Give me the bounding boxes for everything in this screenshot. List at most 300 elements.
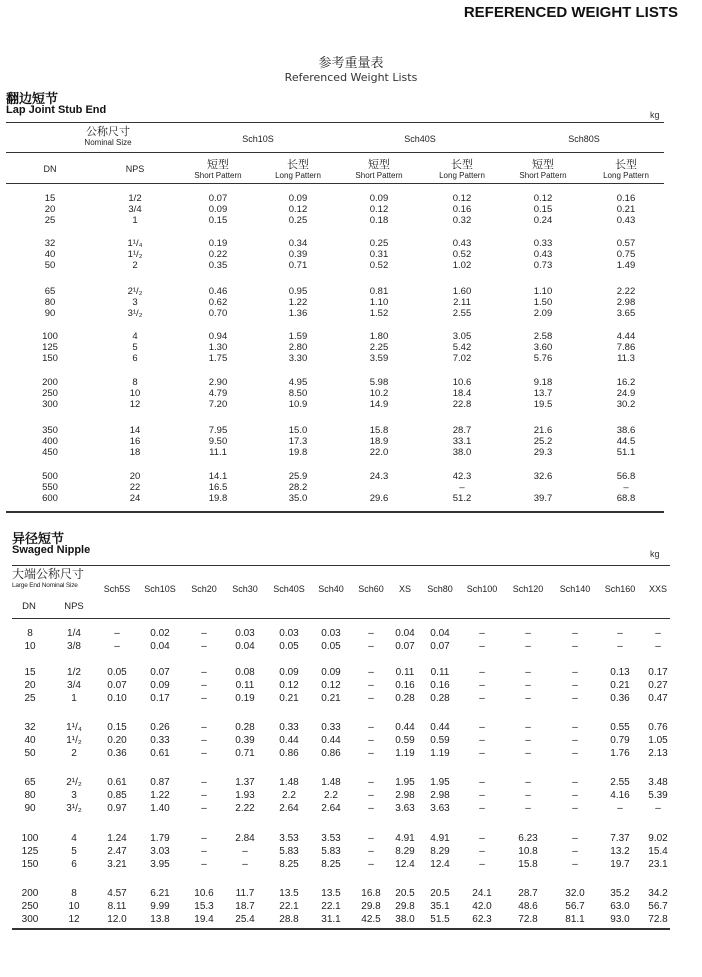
swaged-table-cell: 19.7: [610, 859, 630, 870]
lap-long-pattern-header: [417, 158, 507, 181]
lap-table-cell: 1.80: [369, 331, 389, 342]
swaged-table-cell: 1.19: [395, 748, 415, 759]
swaged-table-cell: 0.55: [610, 722, 630, 733]
short-pattern-en: Short Pattern: [194, 171, 242, 180]
swaged-table-cell: 42.0: [472, 901, 492, 912]
lap-table-cell: 1/2: [128, 193, 142, 204]
lap-table-cell: 10.6: [452, 377, 472, 388]
lap-table-cell: 1¹/₂: [127, 249, 143, 260]
swaged-table-cell: 0.86: [321, 748, 341, 759]
lap-table-cell: 1.75: [208, 353, 228, 364]
lap-table-cell: 68.8: [616, 493, 636, 504]
lap-table-cell: 18: [129, 447, 141, 458]
lap-dn-header: DN: [43, 164, 57, 174]
swaged-table-cell: –: [368, 859, 374, 870]
swaged-table-cell: 4.91: [395, 833, 415, 844]
lap-table-cell: 1: [132, 215, 138, 226]
lap-table-cell: 0.43: [616, 215, 636, 226]
swaged-table-cell: 35.1: [430, 901, 450, 912]
short-pattern-cn: 短型: [368, 158, 390, 171]
swaged-table-cell: 300: [21, 914, 39, 925]
swaged-table-cell: 6: [71, 859, 77, 870]
lap-table-cell: 56.8: [616, 471, 636, 482]
swaged-table-cell: 40: [24, 735, 36, 746]
swaged-large-end-en: Large End Nominal Size: [12, 582, 78, 589]
lap-table-cell: 0.12: [369, 204, 389, 215]
swaged-table-cell: 200: [21, 888, 39, 899]
swaged-table-cell: –: [201, 748, 207, 759]
lap-table-cell: 150: [42, 353, 58, 364]
swaged-table-cell: 0.44: [430, 722, 450, 733]
swaged-table-cell: 0.47: [648, 693, 668, 704]
swaged-table-cell: 20.5: [430, 888, 450, 899]
swaged-table-cell: 0.28: [395, 693, 415, 704]
swaged-table-cell: 0.76: [648, 722, 668, 733]
swaged-table-cell: –: [368, 790, 374, 801]
lap-schedule-header: Sch40S: [404, 134, 436, 144]
swaged-table-cell: 8.29: [430, 846, 450, 857]
swaged-table-cell: 2.2: [324, 790, 338, 801]
lap-table-cell: 11.1: [209, 447, 227, 458]
swaged-table-cell: –: [525, 641, 531, 652]
swaged-table-cell: 0.09: [150, 680, 170, 691]
swaged-schedule-header: Sch5S: [103, 584, 131, 594]
lap-table-cell: 30.2: [616, 399, 636, 410]
swaged-table-cell: –: [655, 803, 661, 814]
swaged-table-cell: 0.87: [150, 777, 170, 788]
lap-nominal-cn: 公称尺寸: [86, 125, 130, 138]
swaged-table-cell: –: [201, 735, 207, 746]
swaged-table-cell: 51.5: [430, 914, 450, 925]
swaged-table-cell: 1.19: [430, 748, 450, 759]
swaged-table-cell: 15.4: [648, 846, 668, 857]
swaged-table-cell: 0.02: [150, 628, 170, 639]
swaged-table-cell: 38.0: [395, 914, 415, 925]
swaged-table-cell: 3.63: [430, 803, 450, 814]
swaged-table-cell: 0.17: [648, 667, 668, 678]
swaged-table-cell: 0.07: [107, 680, 127, 691]
short-pattern-en: Short Pattern: [355, 171, 403, 180]
swaged-table-cell: –: [617, 803, 623, 814]
lap-nps-header: NPS: [125, 164, 145, 174]
lap-table-cell: 16.2: [616, 377, 636, 388]
swaged-table-cell: 8: [27, 628, 33, 639]
swaged-table-cell: 10.6: [194, 888, 214, 899]
lap-schedule-header: Sch10S: [242, 134, 274, 144]
swaged-table-cell: 0.11: [395, 667, 415, 678]
swaged-table-cell: 32: [24, 722, 36, 733]
swaged-table-cell: 0.61: [107, 777, 127, 788]
swaged-table-cell: 31.1: [321, 914, 341, 925]
swaged-table-cell: –: [479, 777, 485, 788]
lap-table-mid-rule: [6, 152, 664, 153]
lap-table-cell: 0.71: [288, 260, 308, 271]
lap-table-cell: 15.8: [369, 425, 389, 436]
lap-table-cell: 400: [42, 436, 58, 447]
swaged-table-cell: 0.26: [150, 722, 170, 733]
lap-table-cell: 16: [129, 436, 141, 447]
swaged-table-cell: 4.91: [430, 833, 450, 844]
lap-table-cell: 22.0: [369, 447, 389, 458]
lap-table-cell: 3.05: [452, 331, 472, 342]
swaged-table-cell: 3: [71, 790, 77, 801]
lap-table-cell: 16.5: [208, 482, 228, 493]
lap-table-cell: 24: [129, 493, 141, 504]
lap-table-cell: 32.6: [533, 471, 553, 482]
swaged-table-cell: 72.8: [518, 914, 538, 925]
lap-table-cell: 7.95: [208, 425, 228, 436]
swaged-table-cell: 0.12: [321, 680, 341, 691]
swaged-table-cell: 10.8: [518, 846, 538, 857]
swaged-table-cell: 2.64: [279, 803, 299, 814]
lap-table-cell: 7.20: [208, 399, 228, 410]
lap-table-cell: 22.8: [452, 399, 472, 410]
lap-table-cell: 18.9: [369, 436, 389, 447]
lap-table-cell: 0.94: [208, 331, 228, 342]
lap-table-cell: 14.1: [208, 471, 228, 482]
swaged-table-cell: 1.93: [235, 790, 255, 801]
swaged-table-cell: 3.63: [395, 803, 415, 814]
swaged-table-cell: 29.8: [395, 901, 415, 912]
lap-table-cell: 9.18: [533, 377, 553, 388]
swaged-table-cell: 0.21: [610, 680, 630, 691]
swaged-table-cell: 13.5: [279, 888, 299, 899]
swaged-table-cell: 3.53: [279, 833, 299, 844]
lap-table-cell: 0.81: [369, 286, 389, 297]
swaged-title-cn: 异径短节: [12, 532, 65, 547]
swaged-schedule-header: Sch10S: [144, 584, 176, 594]
swaged-table-cell: 4: [71, 833, 77, 844]
swaged-table-cell: –: [525, 722, 531, 733]
swaged-table-cell: 9.99: [150, 901, 170, 912]
lap-table-cell: 2.98: [616, 297, 636, 308]
lap-table-cell: 1.02: [452, 260, 472, 271]
swaged-table-cell: 3/4: [67, 680, 81, 691]
swaged-table-cell: –: [368, 803, 374, 814]
swaged-table-cell: 8.25: [279, 859, 299, 870]
swaged-table-cell: 2.55: [610, 777, 630, 788]
lap-table-cell: 0.46: [208, 286, 228, 297]
swaged-table-cell: 7.37: [610, 833, 630, 844]
lap-table-cell: 550: [42, 482, 58, 493]
swaged-table-cell: –: [572, 777, 578, 788]
lap-table-cell: 2.55: [452, 308, 472, 319]
swaged-table-cell: –: [479, 846, 485, 857]
long-pattern-en: Long Pattern: [439, 171, 485, 180]
swaged-head-rule: [12, 618, 670, 619]
lap-table-top-rule: [6, 122, 664, 123]
swaged-table-cell: 42.5: [361, 914, 381, 925]
lap-table-cell: 18.4: [452, 388, 472, 399]
lap-table-cell: 28.2: [288, 482, 308, 493]
swaged-table-cell: 0.07: [430, 641, 450, 652]
lap-table-cell: 0.25: [369, 238, 389, 249]
swaged-table-cell: 13.5: [321, 888, 341, 899]
swaged-table-cell: 0.11: [430, 667, 450, 678]
lap-table-cell: 7.02: [452, 353, 472, 364]
lap-table-cell: 0.24: [533, 215, 553, 226]
swaged-table-cell: 0.10: [107, 693, 127, 704]
swaged-table-cell: 9.02: [648, 833, 668, 844]
swaged-table-cell: 12.4: [395, 859, 415, 870]
lap-table-cell: 5: [132, 342, 138, 353]
swaged-table-cell: 0.05: [107, 667, 127, 678]
swaged-table-cell: 1.40: [150, 803, 170, 814]
swaged-table-cell: 63.0: [610, 901, 630, 912]
lap-table-cell: 3.30: [288, 353, 308, 364]
swaged-table-cell: 62.3: [472, 914, 492, 925]
lap-table-cell: 450: [42, 447, 58, 458]
swaged-table-cell: –: [368, 833, 374, 844]
swaged-table-cell: 0.39: [235, 735, 255, 746]
swaged-table-cell: 1.48: [279, 777, 299, 788]
swaged-table-cell: 0.36: [610, 693, 630, 704]
swaged-table-cell: 0.16: [395, 680, 415, 691]
lap-table-cell: 0.22: [208, 249, 228, 260]
lap-table-cell: 0.16: [616, 193, 636, 204]
swaged-table-cell: –: [368, 735, 374, 746]
lap-table-cell: 500: [42, 471, 58, 482]
lap-table-cell: 1.36: [288, 308, 308, 319]
swaged-table-cell: 5.39: [648, 790, 668, 801]
swaged-table-cell: 1/2: [67, 667, 81, 678]
swaged-table-cell: 8.11: [107, 901, 127, 912]
swaged-table-cell: –: [368, 667, 374, 678]
swaged-table-cell: 90: [24, 803, 36, 814]
lap-table-cell: 29.6: [369, 493, 389, 504]
lap-table-cell: 1.49: [616, 260, 636, 271]
swaged-table-cell: 0.21: [279, 693, 299, 704]
swaged-table-cell: 16.8: [361, 888, 381, 899]
lap-table-cell: 32: [44, 238, 56, 249]
swaged-table-cell: –: [242, 846, 248, 857]
swaged-table-cell: 1.95: [395, 777, 415, 788]
lap-table-cell: 3¹/₂: [127, 308, 143, 319]
lap-table-cell: 25: [44, 215, 56, 226]
swaged-table-cell: 0.19: [235, 693, 255, 704]
lap-table-cell: 51.1: [616, 447, 636, 458]
lap-table-cell: 51.2: [452, 493, 472, 504]
lap-long-pattern-header: [581, 158, 671, 181]
lap-table-cell: 3: [132, 297, 138, 308]
lap-long-pattern-header: [253, 158, 343, 181]
short-pattern-cn: 短型: [207, 158, 229, 171]
lap-table-cell: 1.10: [369, 297, 389, 308]
swaged-table-cell: 13.8: [150, 914, 170, 925]
swaged-schedule-header: Sch20: [191, 584, 217, 594]
swaged-table-cell: 2.84: [235, 833, 255, 844]
lap-table-cell: 5.76: [533, 353, 553, 364]
swaged-table-cell: 3/8: [67, 641, 81, 652]
swaged-large-end-cn: 大端公称尺寸: [12, 567, 85, 581]
swaged-table-cell: 0.44: [395, 722, 415, 733]
lap-table-cell: 24.9: [616, 388, 636, 399]
lap-table-cell: 350: [42, 425, 58, 436]
swaged-nps-header: NPS: [64, 601, 84, 612]
swaged-table-cell: 48.6: [518, 901, 538, 912]
lap-table-cell: 5.98: [369, 377, 389, 388]
lap-table-cell: 0.18: [369, 215, 389, 226]
lap-table-cell: 1¹/₄: [127, 238, 143, 249]
swaged-table-cell: 0.09: [279, 667, 299, 678]
swaged-table-cell: –: [572, 722, 578, 733]
swaged-table-cell: –: [479, 735, 485, 746]
swaged-table-cell: 250: [21, 901, 39, 912]
lap-table-cell: 90: [44, 308, 56, 319]
lap-table-cell: 0.12: [288, 204, 308, 215]
swaged-table-cell: 19.4: [194, 914, 214, 925]
lap-table-cell: 21.6: [533, 425, 553, 436]
swaged-table-cell: 0.44: [279, 735, 299, 746]
lap-table-cell: 300: [42, 399, 58, 410]
lap-table-cell: 20: [44, 204, 56, 215]
lap-table-cell: 0.15: [208, 215, 228, 226]
swaged-table-cell: 1.05: [648, 735, 668, 746]
swaged-table-cell: 12.0: [107, 914, 127, 925]
swaged-table-cell: 125: [21, 846, 39, 857]
swaged-table-cell: 1/4: [67, 628, 81, 639]
lap-nominal-en: Nominal Size: [84, 138, 132, 147]
lap-table-cell: 20: [129, 471, 141, 482]
swaged-schedule-header: Sch100: [466, 584, 498, 594]
swaged-table-cell: –: [368, 693, 374, 704]
swaged-table-cell: 22.1: [321, 901, 341, 912]
swaged-table-cell: 4.16: [610, 790, 630, 801]
swaged-table-cell: –: [201, 846, 207, 857]
swaged-table-cell: 0.79: [610, 735, 630, 746]
swaged-table-cell: –: [525, 667, 531, 678]
short-pattern-cn: 短型: [532, 158, 554, 171]
swaged-table-cell: 28.7: [518, 888, 538, 899]
swaged-table-cell: –: [525, 748, 531, 759]
lap-table-cell: 0.09: [288, 193, 308, 204]
doc-title-cn: 参考重量表: [318, 56, 384, 71]
lap-table-cell: 0.34: [288, 238, 308, 249]
swaged-table-cell: 20: [24, 680, 36, 691]
swaged-table-cell: 2.13: [648, 748, 668, 759]
swaged-table-cell: –: [479, 748, 485, 759]
swaged-table-cell: 12: [68, 914, 80, 925]
swaged-table-cell: 0.13: [610, 667, 630, 678]
lap-table-cell: 4.95: [288, 377, 308, 388]
lap-joint-title-cn: 翻边短节: [6, 92, 59, 107]
swaged-table-cell: 1.76: [610, 748, 630, 759]
swaged-table-cell: 2.47: [107, 846, 127, 857]
swaged-table-cell: 2¹/₂: [66, 777, 82, 788]
swaged-schedule-header: XS: [398, 584, 411, 594]
long-pattern-en: Long Pattern: [603, 171, 649, 180]
swaged-table-cell: 72.8: [648, 914, 668, 925]
swaged-table-cell: 1¹/₂: [66, 735, 82, 746]
lap-table-cell: 10.2: [369, 388, 389, 399]
lap-table-cell: 0.15: [533, 204, 553, 215]
lap-table-cell: 0.32: [452, 215, 472, 226]
swaged-table-cell: –: [479, 628, 485, 639]
lap-table-cell: 0.52: [452, 249, 472, 260]
swaged-table-cell: –: [525, 777, 531, 788]
swaged-table-cell: –: [655, 628, 661, 639]
lap-table-cell: 44.5: [616, 436, 636, 447]
swaged-table-cell: 10: [24, 641, 36, 652]
swaged-table-cell: –: [114, 628, 120, 639]
lap-table-cell: 0.09: [208, 204, 228, 215]
lap-table-cell: 24.3: [369, 471, 389, 482]
swaged-table-cell: 3.48: [648, 777, 668, 788]
lap-table-cell: 17.3: [288, 436, 308, 447]
lap-table-cell: 1.10: [533, 286, 553, 297]
long-pattern-en: Long Pattern: [275, 171, 321, 180]
lap-table-cell: 250: [42, 388, 58, 399]
swaged-table-cell: 0.07: [395, 641, 415, 652]
swaged-unit: kg: [650, 549, 660, 559]
lap-table-cell: 10.9: [288, 399, 308, 410]
swaged-table-cell: –: [201, 680, 207, 691]
swaged-table-cell: –: [572, 846, 578, 857]
swaged-table-cell: 1.37: [235, 777, 255, 788]
lap-table-cell: 6: [132, 353, 138, 364]
lap-table-cell: 4: [132, 331, 138, 342]
lap-table-cell: 1.59: [288, 331, 308, 342]
lap-table-cell: –: [459, 482, 465, 493]
lap-table-cell: 15: [44, 193, 56, 204]
lap-table-cell: 0.07: [208, 193, 228, 204]
lap-short-pattern-header: [173, 158, 263, 181]
swaged-table-cell: 34.2: [648, 888, 668, 899]
swaged-table-cell: 0.61: [150, 748, 170, 759]
lap-table-cell: 35.0: [288, 493, 308, 504]
lap-table-cell: 0.16: [452, 204, 472, 215]
lap-table-cell: 0.25: [288, 215, 308, 226]
swaged-table-cell: 0.15: [107, 722, 127, 733]
swaged-table-cell: –: [479, 641, 485, 652]
lap-table-cell: 9.50: [208, 436, 228, 447]
swaged-table-cell: –: [201, 859, 207, 870]
swaged-table-cell: 0.04: [430, 628, 450, 639]
swaged-table-cell: 0.04: [235, 641, 255, 652]
swaged-table-cell: –: [479, 693, 485, 704]
swaged-table-cell: 23.1: [648, 859, 668, 870]
swaged-table-cell: 1.22: [150, 790, 170, 801]
swaged-table-cell: 80: [24, 790, 36, 801]
swaged-table-cell: –: [572, 748, 578, 759]
swaged-large-end-header: [12, 568, 100, 591]
swaged-table-cell: –: [525, 628, 531, 639]
swaged-table-cell: 2.98: [395, 790, 415, 801]
doc-title-en: Referenced Weight Lists: [284, 71, 418, 84]
lap-table-cell: 0.52: [369, 260, 389, 271]
long-pattern-cn: 长型: [287, 158, 309, 171]
swaged-table-cell: 5.83: [279, 846, 299, 857]
swaged-table-cell: 2.98: [430, 790, 450, 801]
lap-table-cell: 3.65: [616, 308, 636, 319]
lap-table-cell: 12: [129, 399, 141, 410]
swaged-table-cell: 13.2: [610, 846, 630, 857]
lap-table-cell: 1.50: [533, 297, 553, 308]
swaged-table-cell: 100: [21, 833, 39, 844]
swaged-table-cell: 25: [24, 693, 36, 704]
swaged-table-cell: –: [201, 833, 207, 844]
lap-table-cell: 3.59: [369, 353, 389, 364]
lap-table-cell: 0.57: [616, 238, 636, 249]
swaged-table-cell: –: [479, 790, 485, 801]
lap-nominal-size-header: [48, 125, 168, 148]
swaged-table-cell: 150: [21, 859, 39, 870]
swaged-table-cell: –: [525, 693, 531, 704]
page-header-title: REFERENCED WEIGHT LISTS: [463, 4, 678, 21]
swaged-title-en: Swaged Nipple: [12, 544, 91, 556]
lap-table-cell: 1.22: [288, 297, 308, 308]
swaged-table-cell: 2.22: [235, 803, 255, 814]
